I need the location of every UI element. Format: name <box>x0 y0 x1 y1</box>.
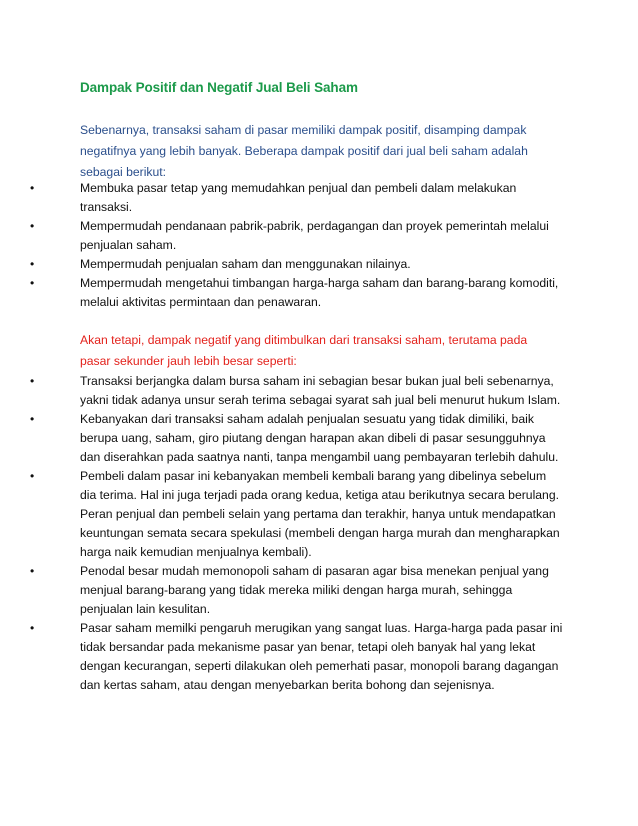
list-item-text: Mempermudah mengetahui timbangan harga-harga saham dan barang-barang komoditi, melalui aktivitas permintaan dan penawaran. <box>80 276 559 309</box>
list-item <box>0 619 565 695</box>
list-item-text: Mempermudah penjualan saham dan menggunakan nilainya. <box>80 257 411 271</box>
bullet-icon: • <box>30 621 35 635</box>
bullet-icon: • <box>30 181 35 195</box>
bullet-icon: • <box>30 564 35 578</box>
list-item <box>0 274 565 312</box>
list-item <box>0 562 565 619</box>
bullet-icon: • <box>30 219 35 233</box>
list-item <box>0 217 565 255</box>
bullet-icon: • <box>30 469 35 483</box>
bullet-icon: • <box>30 257 35 271</box>
list-item-text: Mempermudah pendanaan pabrik-pabrik, perdagangan dan proyek pemerintah melalui penjualan saham. <box>80 219 549 252</box>
list-item <box>0 372 565 410</box>
list-item-text: Penodal besar mudah memonopoli saham di pasaran agar bisa menekan penjual yang menjual barang-barang yang tidak mereka miliki dengan harga murah, sehingga penjualan lain kesulitan. <box>80 564 549 616</box>
list-item-text: Membuka pasar tetap yang memudahkan penjual dan pembeli dalam melakukan transaksi. <box>80 181 517 214</box>
document-heading: Dampak Positif dan Negatif Jual Beli Saham <box>80 80 358 95</box>
list-item <box>0 467 565 562</box>
bullet-icon: • <box>30 374 35 388</box>
bullet-icon: • <box>30 412 35 426</box>
negative-impacts-list <box>0 372 638 695</box>
positive-impacts-list <box>0 179 638 312</box>
list-item-text: Pasar saham memilki pengaruh merugikan yang sangat luas. Harga-harga pada pasar ini tidak bersandar pada mekanisme pasar yan benar, tetapi oleh banyak hal yang lekat dengan kecurangan, seperti dilakukan oleh pemerhati pasar, monopoli barang dagangan dan kertas saham, atau dengan menyebarkan berita bohong dan sejenisnya. <box>80 621 563 692</box>
list-item <box>0 255 565 274</box>
list-item-text: Transaksi berjangka dalam bursa saham ini sebagian besar bukan jual beli sebenarnya, yakni tidak adanya unsur serah terima sebagai syarat sah jual beli menurut hukum Islam. <box>80 374 561 407</box>
positive-intro-paragraph: Sebenarnya, transaksi saham di pasar memiliki dampak positif, disamping dampak negatifnya yang lebih banyak. Beberapa dampak positif dari jual beli saham adalah sebagai berikut: <box>80 123 528 179</box>
list-item <box>0 179 565 217</box>
negative-intro-paragraph: Akan tetapi, dampak negatif yang ditimbulkan dari transaksi saham, terutama pada pasar sekunder jauh lebih besar seperti: <box>80 333 528 368</box>
list-item <box>0 410 565 467</box>
bullet-icon: • <box>30 276 35 290</box>
list-item-text: Kebanyakan dari transaksi saham adalah penjualan sesuatu yang tidak dimiliki, baik berupa uang, saham, giro piutang dengan harapan akan dibeli di pasar sesungguhnya dan diserahkan pada saatnya nanti, tanpa mengambil uang pembayaran terlebih dahulu. <box>80 412 559 464</box>
list-item-text: Pembeli dalam pasar ini kebanyakan membeli kembali barang yang dibelinya sebelum dia terima. Hal ini juga terjadi pada orang kedua, ketiga atau berikutnya secara berulang. Peran penjual dan pembeli selain yang pertama dan terakhir, hanya untuk mendapatkan keuntungan semata secara spekulasi (membeli dengan harga murah dan mengharapkan harga naik kemudian menjualnya kembali). <box>80 469 560 559</box>
